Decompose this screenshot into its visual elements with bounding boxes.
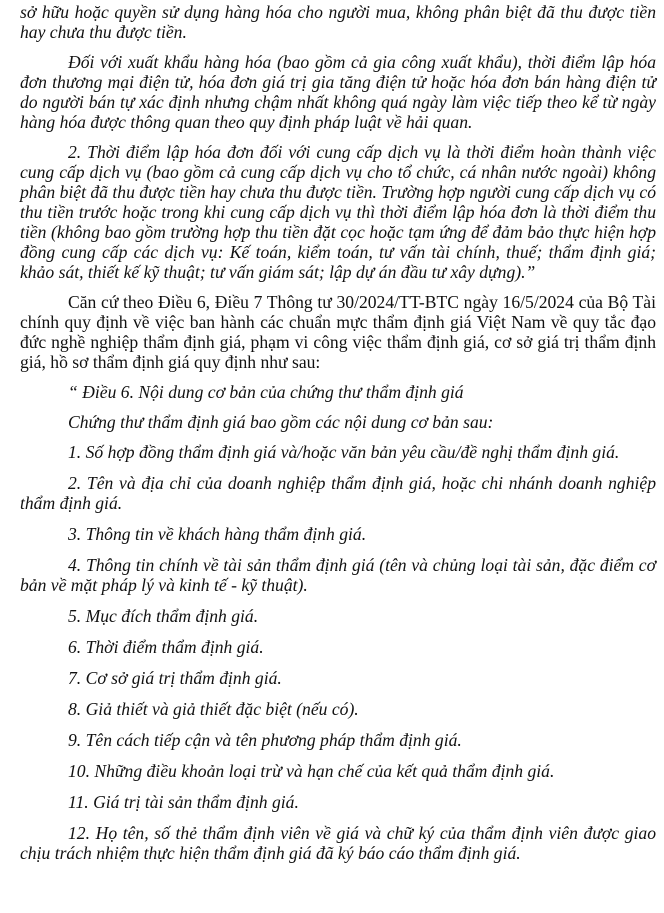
list-item: 3. Thông tin về khách hàng thẩm định giá. — [68, 524, 367, 544]
list-item: 7. Cơ sở giá trị thẩm định giá. — [68, 668, 282, 688]
article-6-heading: “ Điều 6. Nội dung cơ bản của chứng thư thẩm định giá — [68, 382, 464, 402]
paragraph-continuation: sở hữu hoặc quyền sử dụng hàng hóa cho người mua, không phân biệt đã thu được tiền hay chưa thu được tiền. — [20, 2, 656, 42]
list-item: 9. Tên cách tiếp cận và tên phương pháp thẩm định giá. — [68, 730, 462, 750]
list-item: 11. Giá trị tài sản thẩm định giá. — [68, 792, 299, 812]
paragraph-service-invoice: 2. Thời điểm lập hóa đơn đối với cung cấp dịch vụ là thời điểm hoàn thành việc cung cấp dịch vụ (bao gồm cả cung cấp dịch vụ cho tổ chức, cá nhân nước ngoài) không phân biệt đã thu được tiền hay chưa thu được tiền. Trường hợp người cung cấp dịch vụ có thu tiền trước hoặc trong khi cung cấp dịch vụ thì thời điểm lập hóa đơn là thời điểm thu tiền (không bao gồm trường hợp thu tiền đặt cọc hoặc tạm ứng để đảm bảo thực hiện hợp đồng cung cấp các dịch vụ: Kế toán, kiểm toán, tư vấn tài chính, thuế; thẩm định giá; khảo sát, thiết kế kỹ thuật; tư vấn giám sát; lập dự án đầu tư xây dựng).” — [20, 142, 656, 282]
paragraph-legal-basis: Căn cứ theo Điều 6, Điều 7 Thông tư 30/2024/TT-BTC ngày 16/5/2024 của Bộ Tài chính quy định về việc ban hành các chuẩn mực thẩm định giá Việt Nam về quy tắc đạo đức nghề nghiệp thẩm định giá, phạm vi công việc thẩm định giá, cơ sở giá trị thẩm định giá, hồ sơ thẩm định giá quy định như sau: — [20, 292, 656, 372]
paragraph-export-invoice: Đối với xuất khẩu hàng hóa (bao gồm cả gia công xuất khẩu), thời điểm lập hóa đơn thương mại điện tử, hóa đơn giá trị gia tăng điện tử hoặc hóa đơn bán hàng điện tử do người bán tự xác định nhưng chậm nhất không quá ngày làm việc tiếp theo kể từ ngày hàng hóa được thông quan theo quy định pháp luật về hải quan. — [20, 52, 656, 132]
article-6-intro: Chứng thư thẩm định giá bao gồm các nội dung cơ bản sau: — [68, 412, 494, 432]
list-item: 5. Mục đích thẩm định giá. — [68, 606, 259, 626]
list-item: 1. Số hợp đồng thẩm định giá và/hoặc văn bản yêu cầu/đề nghị thẩm định giá. — [68, 442, 620, 462]
list-item: 8. Giả thiết và giả thiết đặc biệt (nếu có). — [68, 699, 359, 719]
list-item: 6. Thời điểm thẩm định giá. — [68, 637, 264, 657]
list-item: 12. Họ tên, số thẻ thẩm định viên về giá và chữ ký của thẩm định viên được giao chịu trách nhiệm thực hiện thẩm định giá đã ký báo cáo thẩm định giá. — [20, 823, 656, 863]
document-page — [20, 2, 656, 874]
list-item: 4. Thông tin chính về tài sản thẩm định giá (tên và chủng loại tài sản, đặc điểm cơ bản về mặt pháp lý và kinh tế - kỹ thuật). — [20, 555, 656, 595]
list-item: 10. Những điều khoản loại trừ và hạn chế của kết quả thẩm định giá. — [68, 761, 555, 781]
list-item: 2. Tên và địa chỉ của doanh nghiệp thẩm định giá, hoặc chi nhánh doanh nghiệp thẩm định giá. — [20, 473, 656, 513]
